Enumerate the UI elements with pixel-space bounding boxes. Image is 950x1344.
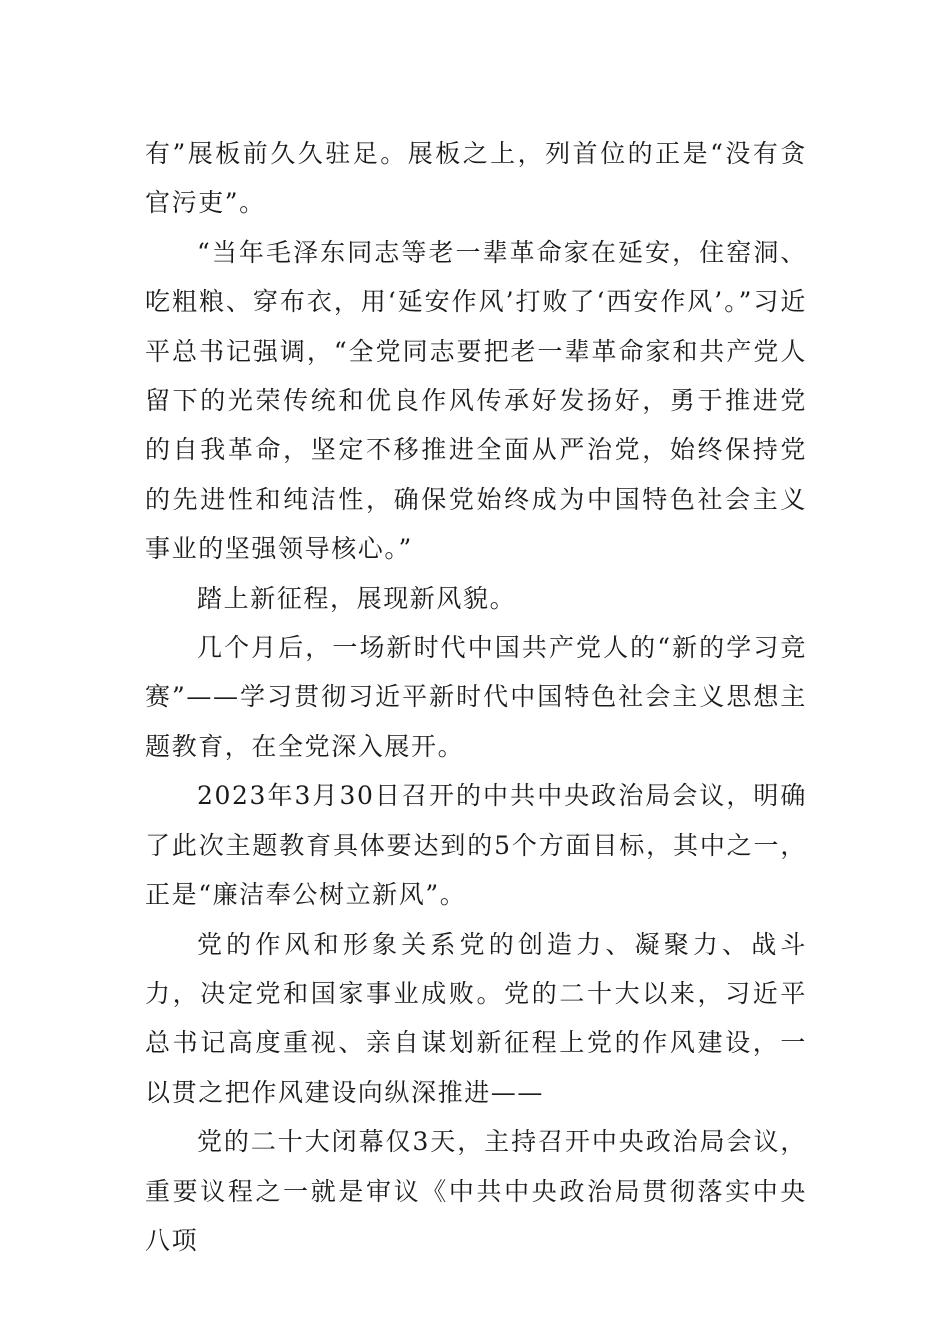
paragraph: 党的作风和形象关系党的创造力、凝聚力、战斗力，决定党和国家事业成败。党的二十大以来，习近平总书记高度重视、亲自谋划新征程上党的作风建设，一以贯之把作风建设向纵深推进—— [145,929,807,1107]
paragraph: 几个月后，一场新时代中国共产党人的“新的学习竞赛”——学习贯彻习近平新时代中国特色社会主义思想主题教育，在全党深入展开。 [145,633,807,761]
paragraph: 党的二十大闭幕仅3天，主持召开中央政治局会议，重要议程之一就是审议《中共中央政治局贯彻落实中央八项 [145,1127,807,1255]
document-body [145,129,807,1265]
paragraph: 踏上新征程，展现新风貌。 [197,583,517,613]
paragraph: “当年毛泽东同志等老一辈革命家在延安，住窑洞、吃粗粮、穿布衣，用‘延安作风’打败了‘西安作风’。”习近平总书记强调，“全党同志要把老一辈革命家和共产党人留下的光荣传统和优良作风传承好发扬好，勇于推进党的自我革命，坚定不移推进全面从严治党，始终保持党的先进性和纯洁性，确保党始终成为中国特色社会主义事业的坚强领导核心。” [145,237,807,564]
paragraph: 有”展板前久久驻足。展板之上，列首位的正是“没有贪官污吏”。 [145,139,807,218]
paragraph: 2023年3月30日召开的中共中央政治局会议，明确了此次主题教育具体要达到的5个方面目标，其中之一，正是“廉洁奉公树立新风”。 [145,781,807,910]
